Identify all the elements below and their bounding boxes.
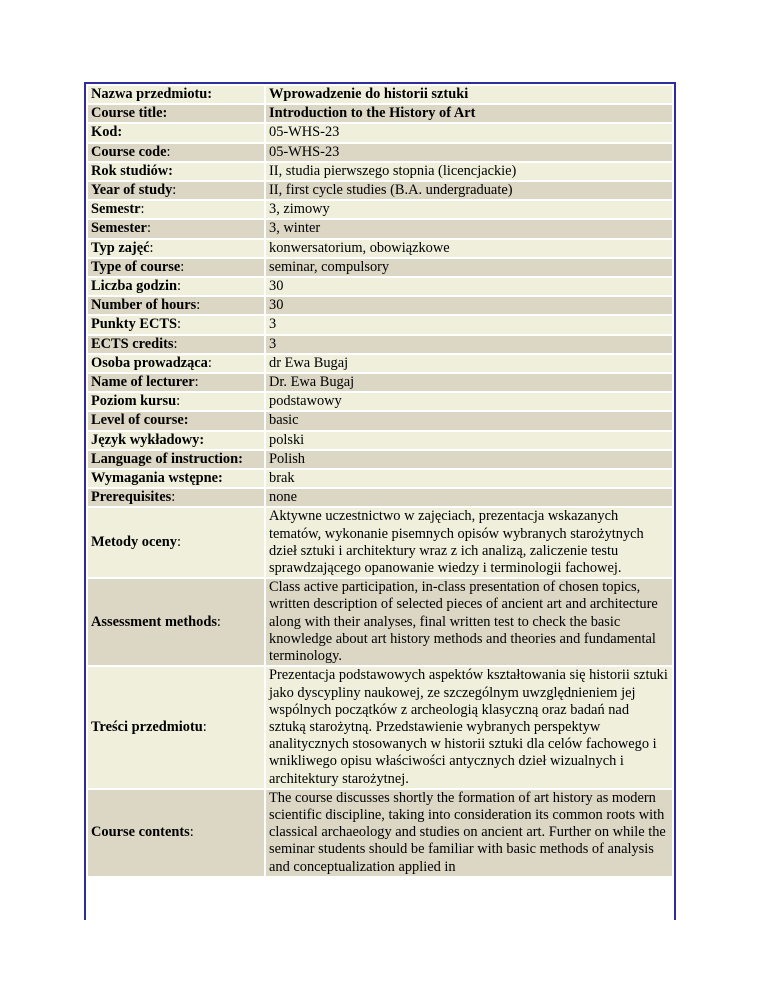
field-value-cell [266,790,672,876]
field-value-cell [266,508,672,577]
field-label-cell [88,579,264,665]
field-label: Type of course [91,258,181,275]
field-value-cell [266,579,672,665]
field-label-colon: : [196,297,201,314]
field-label: Treści przedmiotu [91,718,203,735]
field-label-cell [88,336,264,353]
table-row [88,667,672,787]
table-row [88,201,672,218]
field-label-colon: : [207,354,212,371]
field-value: Wprowadzenie do historii sztuki [269,86,469,102]
field-label: Level of course: [91,412,189,429]
field-label-colon: : [180,258,185,275]
field-label: Assessment methods [91,613,217,630]
table-row [88,374,672,391]
table-row [88,316,672,333]
field-value-cell [266,105,672,122]
table-row [88,163,672,180]
field-value-cell [266,489,672,506]
field-label-colon: : [176,316,181,333]
table-row [88,451,672,468]
field-label: Punkty ECTS [91,316,177,333]
field-value: The course discusses shortly the formation of art history as modern scientific discipline, taking into consideration its common roots with classical archaeology and studies on ancient art. Further on while the seminar students should be familiar with basic methods of analysis and conceptualization applied in [269,789,666,875]
field-value: 05-WHS-23 [269,124,340,141]
field-value: Introduction to the History of Art [269,105,476,122]
field-value: 3 [269,316,277,333]
field-value-cell [266,336,672,353]
field-label-colon: : [166,143,171,160]
table-row [88,470,672,487]
field-value: dr Ewa Bugaj [269,354,349,371]
field-label-cell [88,374,264,391]
field-label-cell [88,316,264,333]
field-label-cell [88,393,264,410]
field-value-cell [266,470,672,487]
field-value-cell [266,412,672,429]
table-row [88,240,672,257]
field-value: konwersatorium, obowiązkowe [269,239,450,256]
field-label-cell [88,86,264,103]
table-row [88,86,672,103]
table-row [88,220,672,237]
field-value-cell [266,86,672,103]
field-value: 3 [269,335,277,352]
field-label-colon: : [176,278,181,295]
field-label-colon: : [140,201,145,218]
field-value: 30 [269,297,284,314]
field-label: Typ zajęć [91,239,150,256]
field-value: II, first cycle studies (B.A. undergraduate) [269,182,513,199]
course-info-rows [88,86,672,876]
field-label-cell [88,105,264,122]
field-value-cell [266,182,672,199]
field-label: Osoba prowadząca [91,354,208,371]
field-label-colon: : [171,489,176,506]
field-label-cell [88,412,264,429]
table-row [88,432,672,449]
field-label: Course contents [91,824,190,841]
field-value-cell [266,163,672,180]
field-label-cell [88,144,264,161]
field-label: Wymagania wstępne: [91,470,223,487]
field-label-cell [88,790,264,876]
field-value: seminar, compulsory [269,258,390,275]
field-label-cell [88,201,264,218]
field-value-cell [266,451,672,468]
field-label: Rok studiów: [91,162,173,179]
field-label: ECTS credits [91,335,174,352]
field-label-cell [88,182,264,199]
table-row [88,790,672,876]
field-value-cell [266,432,672,449]
field-label: Semester [91,220,147,237]
table-row [88,336,672,353]
field-label-cell [88,240,264,257]
table-row [88,412,672,429]
field-label-cell [88,220,264,237]
field-label-cell [88,667,264,787]
field-label: Year of study [91,182,173,199]
field-value-cell [266,201,672,218]
field-value: 3, zimowy [269,201,330,218]
table-row [88,508,672,577]
field-label-cell [88,259,264,276]
field-label-cell [88,297,264,314]
field-label: Liczba godzin [91,278,177,295]
field-label-cell [88,508,264,577]
field-label-colon: : [149,239,154,256]
field-label: Metody oceny [91,534,177,551]
table-row [88,355,672,372]
field-label-colon: : [176,534,181,551]
field-value-cell [266,297,672,314]
field-label: Prerequisites [91,489,172,506]
field-label-cell [88,278,264,295]
table-row [88,278,672,295]
field-label: Poziom kursu [91,393,177,410]
field-label-cell [88,489,264,506]
field-label: Semestr [91,201,141,218]
field-label-cell [88,355,264,372]
field-value-cell [266,240,672,257]
field-label: Name of lecturer [91,374,195,391]
field-value: basic [269,412,299,429]
field-value-cell [266,259,672,276]
table-row [88,124,672,141]
field-label-colon: : [216,613,221,630]
field-label: Course code [91,143,167,160]
field-label: Nazwa przedmiotu: [91,86,213,102]
field-value-cell [266,667,672,787]
field-value: Polish [269,450,305,467]
field-label: Kod: [91,124,123,141]
field-label-cell [88,432,264,449]
table-row [88,393,672,410]
field-value: Class active participation, in-class presentation of chosen topics, written description of selected pieces of ancient art and architecture along with their analyses, final written test to check the basic knowledge about art history methods and theories and fundamental terminology. [269,579,658,665]
field-value-cell [266,355,672,372]
table-row [88,259,672,276]
table-row [88,489,672,506]
field-value: brak [269,470,295,487]
field-value-cell [266,393,672,410]
field-value-cell [266,316,672,333]
table-row [88,182,672,199]
field-value-cell [266,124,672,141]
table-row [88,144,672,161]
course-info-table [86,84,674,878]
table-row [88,105,672,122]
field-value: 05-WHS-23 [269,143,340,160]
field-label-colon: : [173,335,178,352]
course-info-frame [84,82,676,920]
field-label-colon: : [176,393,181,410]
field-label-colon: : [194,374,199,391]
field-label-cell [88,451,264,468]
field-value: Dr. Ewa Bugaj [269,374,355,391]
field-value: polski [269,431,305,448]
field-label: Język wykładowy: [91,431,205,448]
field-label-cell [88,163,264,180]
field-value: Aktywne uczestnictwo w zajęciach, prezentacja wskazanych tematów, wykonanie pisemnych opisów wybranych starożytnych dzieł sztuki i architektury wraz z ich analizą, zaliczenie testu sprawdzającego opanowanie wiedzy i terminologii fachowej. [269,508,644,577]
field-label: Course title: [91,105,168,122]
field-value: 3, winter [269,220,321,237]
field-label-colon: : [146,220,151,237]
field-value: II, studia pierwszego stopnia (licencjackie) [269,162,517,179]
field-label-colon: : [202,718,207,735]
field-label: Number of hours [91,297,197,314]
field-label-cell [88,124,264,141]
field-value-cell [266,374,672,391]
field-value-cell [266,144,672,161]
field-value-cell [266,220,672,237]
field-label-cell [88,470,264,487]
field-value: none [269,489,297,506]
field-value: podstawowy [269,393,342,410]
field-value: 30 [269,278,284,295]
field-value: Prezentacja podstawowych aspektów kształtowania się historii sztuki jako dyscypliny naukowej, ze szczególnym uwzględnieniem jej wspólnych początków z archeologią klasyczną oraz badań nad sztuką starożytną. Przedstawienie wybranych perspektyw analitycznych stosowanych w historii sztuki dla celów fachowego i wnikliwego opisu właściwości antycznych dzieł wizualnych i architektury starożytnej. [269,667,668,787]
field-label: Language of instruction: [91,450,243,467]
table-row [88,579,672,665]
table-row [88,297,672,314]
field-label-colon: : [172,182,177,199]
field-value-cell [266,278,672,295]
field-label-colon: : [189,824,194,841]
